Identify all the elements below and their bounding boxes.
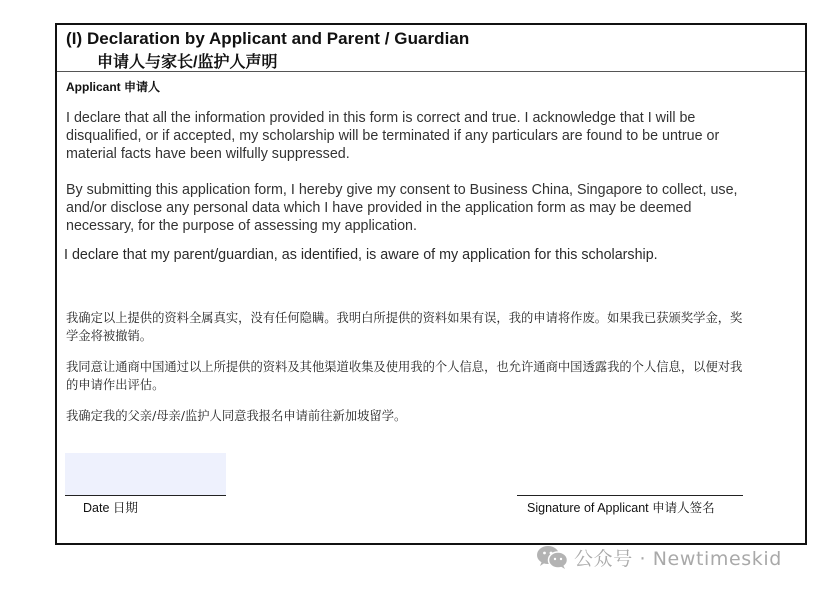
declaration-guardian-zh	[66, 407, 796, 425]
watermark-text: 公众号 · Newtimeskid	[574, 547, 782, 570]
date-label: Date 日期	[83, 501, 138, 515]
section-title-en: (I) Declaration by Applicant and Parent / Guardian	[66, 29, 470, 48]
text-line: necessary, for the purpose of assessing my application.	[66, 218, 417, 234]
date-underline	[65, 495, 226, 496]
applicant-subheading: Applicant 申请人	[66, 80, 161, 94]
text-line: and/or disclose any personal data which I have provided in the application form as may be deemed	[66, 200, 692, 216]
text-line: By submitting this application form, I hereby give my consent to Business China, Singapore to collect, use,	[66, 182, 738, 198]
wechat-icon	[536, 544, 570, 570]
text-line: 我同意让通商中国通过以上所提供的资料及其他渠道收集及使用我的个人信息，也允许通商中国透露我的个人信息，以便对我	[66, 360, 743, 374]
declaration-accuracy-zh	[66, 309, 796, 345]
text-line: disqualified, or if accepted, my scholarship will be terminated if any particulars are found to be untrue or	[66, 128, 720, 144]
declaration-accuracy-en	[66, 109, 796, 163]
signature-label: Signature of Applicant 申请人签名	[527, 501, 715, 515]
section-header	[57, 25, 805, 72]
declaration-consent-zh	[66, 358, 796, 394]
date-input[interactable]	[65, 453, 226, 495]
declaration-form	[55, 23, 807, 545]
text-line: I declare that my parent/guardian, as identified, is aware of my application for this scholarship.	[64, 247, 658, 263]
text-line: I declare that all the information provided in this form is correct and true. I acknowledge that I will be	[66, 110, 696, 126]
text-line: 的申请作出评估。	[66, 378, 165, 392]
text-line: material facts have been wilfully suppressed.	[66, 146, 350, 162]
section-title-zh: 申请人与家长/监护人声明	[97, 54, 278, 71]
text-line: 我确定以上提供的资料全属真实，没有任何隐瞒。我明白所提供的资料如果有误，我的申请将作废。如果我已获颁奖学金，奖	[66, 311, 743, 325]
text-line: 学金将被撤销。	[66, 329, 153, 343]
signature-underline	[517, 495, 743, 496]
watermark	[536, 543, 782, 571]
declaration-consent-en	[66, 181, 796, 235]
text-line: 我确定我的父亲/母亲/监护人同意我报名申请前往新加坡留学。	[66, 409, 407, 423]
declaration-guardian-en	[64, 246, 794, 264]
